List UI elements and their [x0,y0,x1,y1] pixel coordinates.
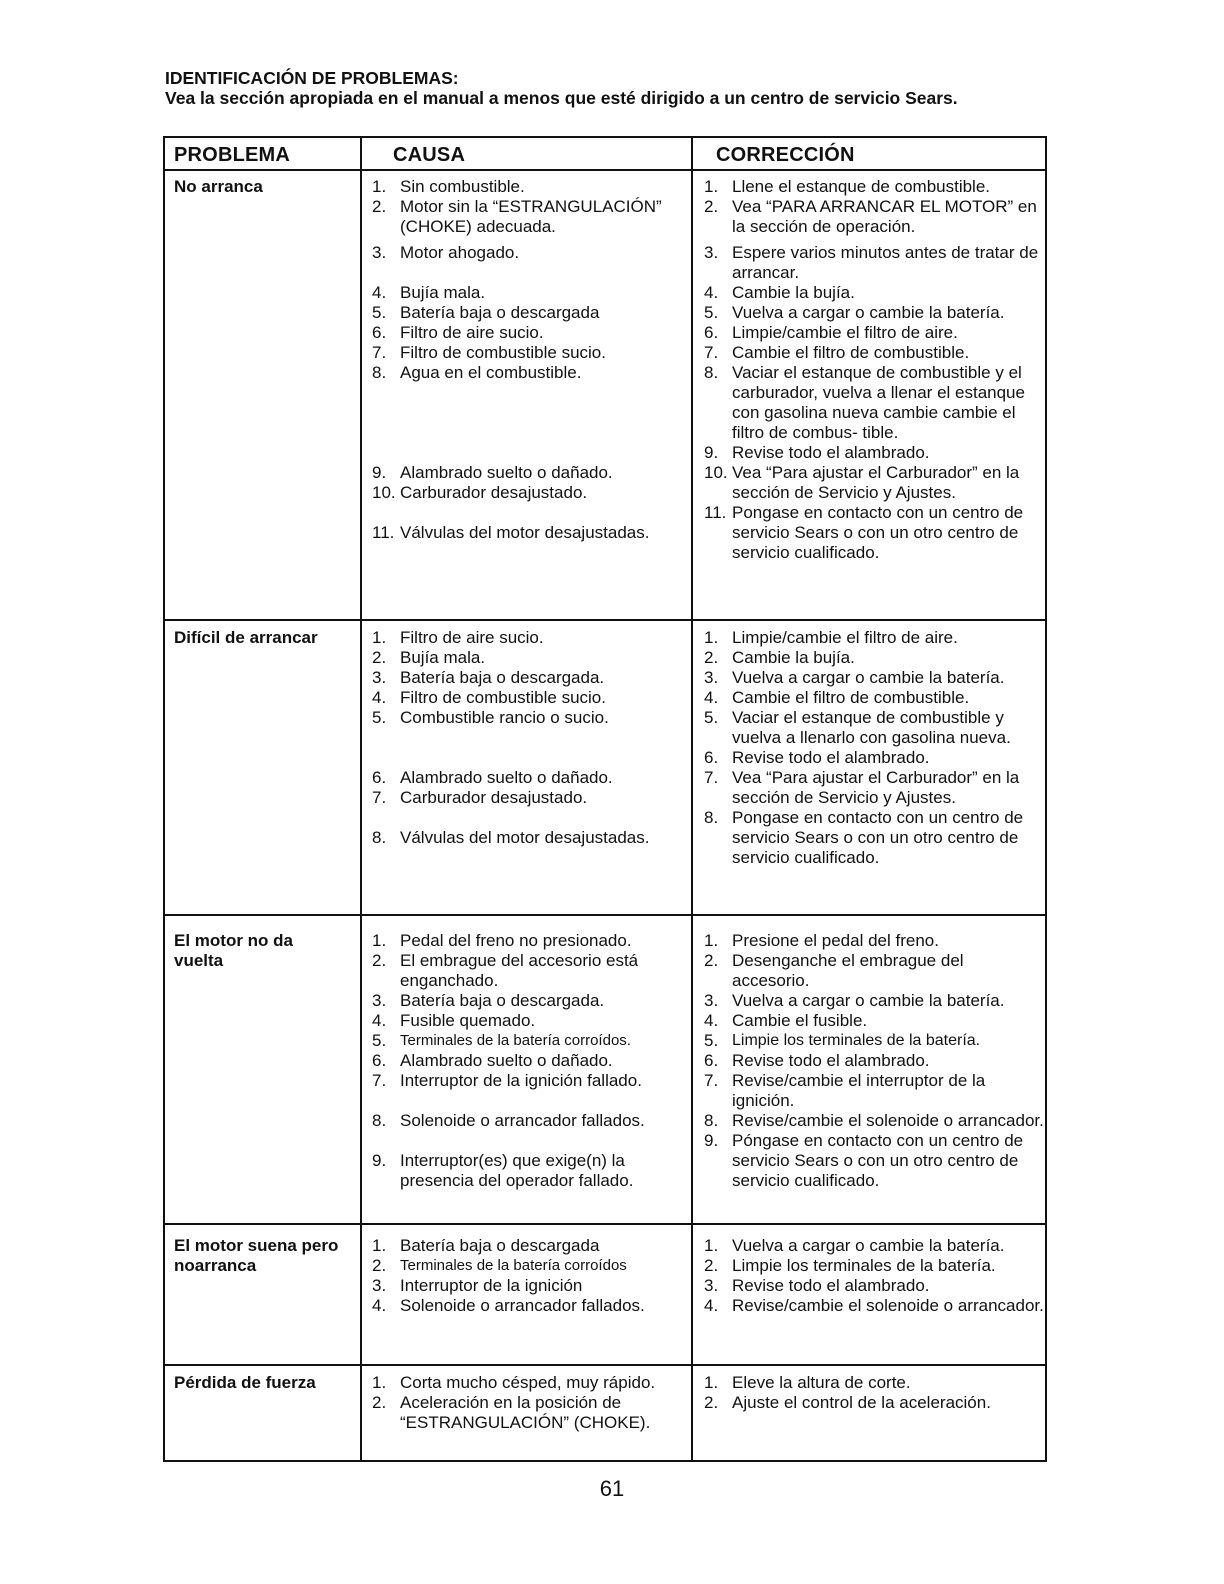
list-item: 6. Revise todo el alambrado. [704,748,930,767]
list-item: 2. Cambie la bujía. [704,648,855,667]
list-item: 6. Alambrado suelto o dañado. [372,768,613,787]
list-item: 5. Terminales de la batería corroídos. [372,1031,631,1050]
page-heading [165,68,1045,108]
list-item: 8. Pongase en contacto con un centro de servicio Sears o con un otro centro de servicio cualificado. [704,808,1024,867]
list-item: 3. Motor ahogado. [372,243,520,262]
list-item: 3. Batería baja o descargada. [372,991,605,1010]
heading-subtitle: Vea la sección apropiada en el manual a menos que esté dirigido a un centro de servicio Sears. [165,88,958,108]
list-item: 5. Vuelva a cargar o cambie la batería. [704,303,1005,322]
list-item: 4. Revise/cambie el solenoide o arrancador. [704,1296,1044,1315]
list-item: 4. Cambie el filtro de combustible. [704,688,970,707]
list-item: 6. Revise todo el alambrado. [704,1051,930,1070]
list-item: 6. Alambrado suelto o dañado. [372,1051,613,1070]
list-item: 8. Revise/cambie el solenoide o arrancador. [704,1111,1044,1130]
list-item: 2. Bujía mala. [372,648,486,667]
list-item: 7. Vea “Para ajustar el Carburador” en la sección de Servicio y Ajustes. [704,768,1020,807]
problem-label: El motor suena pero noarranca [174,1236,339,1275]
list-item: 4. Solenoide o arrancador fallados. [372,1296,645,1315]
list-item: 6. Limpie/cambie el filtro de aire. [704,323,958,342]
correction-list [704,177,1044,563]
list-item: 1. Eleve la altura de corte. [704,1373,911,1392]
list-item: 8. Agua en el combustible. [372,363,582,382]
problem-label: Pérdida de fuerza [174,1373,316,1392]
column-header-problem: PROBLEMA [174,144,291,166]
page-number: 61 [599,1476,625,1501]
list-item: 1. Limpie/cambie el filtro de aire. [704,628,958,647]
list-item: 2. Desenganche el embrague del accesorio. [704,951,964,990]
list-item: 4. Cambie la bujía. [704,283,855,302]
list-item: 1. Filtro de aire sucio. [372,628,544,647]
list-item: 3. Vuelva a cargar o cambie la batería. [704,991,1005,1010]
list-item: 2. Terminales de la batería corroídos [372,1256,627,1275]
list-item: 6. Filtro de aire sucio. [372,323,544,342]
list-item: 7. Interruptor de la ignición fallado. [372,1071,642,1090]
list-item: 4. Bujía mala. [372,283,486,302]
list-item: 5. Combustible rancio o sucio. [372,708,609,727]
correction-list [704,1236,1044,1316]
list-item: 5. Vaciar el estanque de combustible y vuelva a llenarlo con gasolina nueva. [704,708,1011,747]
row-separator-4 [165,1364,1045,1366]
list-item: 11. Pongase en contacto con un centro de servicio Sears o con un otro centro de servicio cualificado. [704,503,1024,562]
list-item: 2. Vea “PARA ARRANCAR EL MOTOR” en la sección de operación. [704,197,1037,236]
list-item: 11. Válvulas del motor desajustadas. [372,523,650,542]
list-item: 1. Vuelva a cargar o cambie la batería. [704,1236,1005,1255]
problem-label: No arranca [174,177,263,196]
list-item: 7. Carburador desajustado. [372,788,588,807]
header-separator [165,169,1045,171]
list-item: 1. Corta mucho césped, muy rápido. [372,1373,656,1392]
list-item: 7. Cambie el filtro de combustible. [704,343,970,362]
row-separator-2 [165,914,1045,916]
cause-list [372,1373,697,1433]
list-item: 3. Espere varios minutos antes de tratar de arrancar. [704,243,1039,282]
cause-list [372,177,697,543]
list-item: 3. Batería baja o descargada. [372,668,605,687]
row-separator-1 [165,619,1045,621]
list-item: 9. Interruptor(es) que exige(n) la presencia del operador fallado. [372,1151,634,1190]
list-item: 7. Revise/cambie el interruptor de la ignición. [704,1071,986,1110]
cause-list [372,628,697,848]
troubleshooting-table [163,136,1047,1462]
list-item: 1. Pedal del freno no presionado. [372,931,632,950]
list-item: 9. Alambrado suelto o dañado. [372,463,613,482]
list-item: 8. Solenoide o arrancador fallados. [372,1111,645,1130]
heading-title: IDENTIFICACIÓN DE PROBLEMAS: [165,68,459,88]
list-item: 2. Ajuste el control de la aceleración. [704,1393,991,1412]
list-item: 2. El embrague del accesorio está enganchado. [372,951,639,990]
list-item: 5. Limpie los terminales de la batería. [704,1031,981,1050]
list-item: 4. Filtro de combustible sucio. [372,688,606,707]
column-header-correction: CORRECCIÓN [716,144,855,166]
list-item: 10. Carburador desajustado. [372,483,588,502]
cause-list [372,1236,697,1316]
correction-list [704,931,1044,1191]
list-item: 7. Filtro de combustible sucio. [372,343,606,362]
list-item: 1. Llene el estanque de combustible. [704,177,991,196]
correction-list [704,628,1044,868]
correction-list [704,1373,1044,1413]
list-item: 2. Motor sin la “ESTRANGULACIÓN” (CHOKE) adecuada. [372,197,662,236]
problem-label: El motor no da vuelta [174,931,293,970]
list-item: 5. Batería baja o descargada [372,303,600,322]
list-item: 1. Presione el pedal del freno. [704,931,939,950]
list-item: 1. Sin combustible. [372,177,525,196]
list-item: 8. Válvulas del motor desajustadas. [372,828,650,847]
list-item: 3. Revise todo el alambrado. [704,1276,930,1295]
list-item: 8. Vaciar el estanque de combustible y el carburador, vuelva a llenar el estanque con gasolina nueva cambie cambie el filtro de combus- tible. [704,363,1025,442]
list-item: 4. Cambie el fusible. [704,1011,868,1030]
list-item: 10. Vea “Para ajustar el Carburador” en la sección de Servicio y Ajustes. [704,463,1020,502]
column-header-cause: CAUSA [393,144,466,166]
list-item: 9. Revise todo el alambrado. [704,443,930,462]
list-item: 2. Aceleración en la posición de “ESTRANGULACIÓN” (CHOKE). [372,1393,651,1432]
list-item: 1. Batería baja o descargada [372,1236,600,1255]
list-item: 3. Vuelva a cargar o cambie la batería. [704,668,1005,687]
problem-label: Difícil de arrancar [174,628,318,647]
cause-list [372,931,697,1191]
list-item: 2. Limpie los terminales de la batería. [704,1256,996,1275]
row-separator-3 [165,1223,1045,1225]
list-item: 9. Póngase en contacto con un centro de servicio Sears o con un otro centro de servicio cualificado. [704,1131,1024,1190]
list-item: 4. Fusible quemado. [372,1011,536,1030]
column-divider-1 [360,138,362,1460]
list-item: 3. Interruptor de la ignición [372,1276,583,1295]
